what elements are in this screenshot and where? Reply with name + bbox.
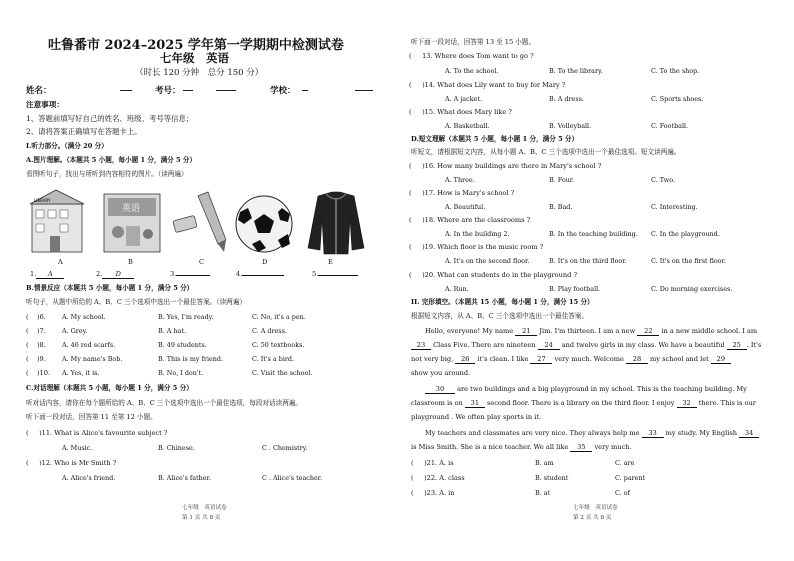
cloze-blank-27[interactable]: 27 (530, 355, 552, 364)
answer-blank-3[interactable]: 3. (170, 270, 210, 278)
q17-option-a[interactable]: A. Beautiful. (445, 203, 486, 211)
q11-option-a[interactable]: A. Music. (62, 444, 93, 452)
q8-option-b[interactable]: B. 49 students. (158, 341, 207, 349)
q17-option-c[interactable]: C. Interesting. (651, 203, 698, 211)
page-footer-number: 第 1 页 共 8 页 (182, 515, 221, 521)
school-blank-2[interactable] (355, 90, 373, 91)
cloze-question-22[interactable]: ( )22. A. class (411, 474, 465, 482)
cloze-line-3: not very big, 26 it's clean. I like 27 very much. Welcome 28 my school and let 29 (411, 355, 731, 364)
note-1: 1、答题前填写好自己的姓名、班级、考号等信息； (26, 114, 194, 123)
part2-title: II. 完形填空。（本题共 15 小题，每小题 1 分，满分 15 分） (411, 298, 594, 306)
q17-option-b[interactable]: B. Bad. (549, 203, 573, 211)
cloze-blank-33[interactable]: 33 (642, 429, 664, 438)
secC-instruction-1: 听对话内容，请你在每个题所给的 A、B、C 三个选项中选出一个最佳选项，每段对话读两遍。 (26, 399, 302, 407)
picture-letter-d: D (262, 258, 268, 266)
question-10[interactable]: ( )10. (26, 369, 51, 377)
q14-option-c[interactable]: C. Sports shoes. (651, 95, 704, 103)
question-14[interactable]: ( )14. What does Lily want to buy for Mary ? (409, 81, 566, 89)
q14-option-b[interactable]: B. A dress. (549, 95, 584, 103)
cloze-blank-35[interactable]: 35 (570, 443, 592, 452)
secD-instruction: 听短文，请根据短文内容，从每小题 A、B、C 三个选项中选出一个最佳选项。短文读两遍。 (411, 148, 681, 156)
cloze-blank-30[interactable]: 30 (425, 385, 455, 394)
q21-option-c[interactable]: C. are (615, 459, 635, 467)
name-blank[interactable] (120, 90, 132, 91)
answer-blank-1[interactable]: 1. A (30, 270, 64, 279)
svg-text:英语: 英语 (122, 204, 141, 214)
question-13[interactable]: ( 13. Where does Tom want to go ? (409, 52, 534, 60)
q9-option-c[interactable]: C. It's a bird. (252, 355, 295, 363)
q21-option-b[interactable]: B. am (535, 459, 554, 467)
cloze-line-6: classroom is on 31 second floor. There is a library on the third floor. I enjoy 32 there. This is our (411, 399, 756, 407)
secB-title: B.情景反应（本题共 5 小题，每小题 1 分，满分 5 分） (26, 284, 194, 292)
q14-option-a[interactable]: A. A jacket. (445, 95, 482, 103)
cloze-blank-25[interactable]: 25 (727, 341, 747, 350)
q7-option-a[interactable]: A. Grey. (62, 327, 88, 335)
q7-option-c[interactable]: C. A dress. (252, 327, 287, 335)
q11-option-c[interactable]: C . Chemistry. (262, 444, 308, 452)
q20-option-a[interactable]: A. Run. (445, 285, 469, 293)
grade-subject: 七年级 英语 (160, 51, 229, 65)
q9-option-a[interactable]: A. My name's Bob. (62, 355, 123, 363)
q18-option-a[interactable]: A. In the building 2. (445, 230, 510, 238)
cloze-blank-24[interactable]: 24 (538, 341, 560, 350)
q18-option-c[interactable]: C. In the playground. (651, 230, 720, 238)
question-20[interactable]: ( )20. What can students do in the playground ? (409, 271, 577, 279)
q16-option-a[interactable]: A. Three. (445, 176, 475, 184)
part2-instruction: 根据短文内容，从 A、B、C 三个选项中选出一个最佳答案。 (411, 312, 589, 320)
cloze-blank-23[interactable]: 23 (411, 341, 431, 350)
cloze-question-21[interactable]: ( )21. A. is (411, 459, 454, 467)
question-16[interactable]: ( )16. How many buildings are there in Mary's school ? (409, 162, 602, 170)
cloze-blank-29[interactable]: 29 (711, 355, 731, 364)
picture-letter-a: A (58, 258, 63, 266)
time-score: （时长 120 分钟 总分 150 分） (135, 68, 264, 78)
cloze-blank-26[interactable]: 26 (455, 355, 475, 364)
q16-option-c[interactable]: C. Two. (651, 176, 675, 184)
cloze-question-23[interactable]: ( )23. A. in (411, 489, 455, 497)
q23-option-c[interactable]: C. of (615, 489, 630, 497)
secA-instruction: 看图听句子，找出与所听到内容相符的图片。（读两遍） (26, 170, 188, 178)
q7-option-b[interactable]: B. A hat. (158, 327, 186, 335)
answer-blank-2[interactable]: 2. D (96, 270, 134, 279)
q20-option-c[interactable]: C. Do morning exercises. (651, 285, 733, 293)
q6-option-a[interactable]: A. My school. (62, 313, 106, 321)
note-2: 2、请将答案正确填写在答题卡上。 (26, 127, 142, 136)
cloze-blank-32[interactable]: 32 (677, 399, 697, 408)
q16-option-b[interactable]: B. Four. (549, 176, 575, 184)
page-footer-number-right: 第 2 页 共 8 页 (573, 515, 612, 521)
cloze-line-4: show you around. (411, 369, 471, 377)
answer-blank-4[interactable]: 4. (236, 270, 284, 278)
part1-title: I.听力部分。（满分 20 分） (26, 142, 108, 150)
picture-letter-e: E (328, 258, 333, 266)
q10-option-c[interactable]: C. Visit the school. (252, 369, 313, 377)
q12-option-a[interactable]: A. Alice's friend. (62, 474, 116, 482)
q13-option-a[interactable]: A. To the school. (445, 67, 499, 75)
secD-title: D.短文理解（本题共 5 小题，每小题 1 分，满分 5 分） (411, 135, 579, 143)
picture-letter-c: C (199, 258, 205, 266)
cloze-line-7: playground . We often play sports in it. (411, 413, 542, 421)
exam-no-blank-2[interactable] (216, 90, 236, 91)
q8-option-c[interactable]: C. 50 textbooks. (252, 341, 305, 349)
q12-option-c[interactable]: C . Alice's teacher. (262, 474, 323, 482)
cloze-blank-28[interactable]: 28 (626, 355, 648, 364)
question-11[interactable]: ( )11. What is Alice's favourite subject ? (26, 429, 168, 437)
question-8[interactable]: ( )8. (26, 341, 46, 349)
question-18[interactable]: ( )18. Where are the classrooms ? (409, 216, 531, 224)
q22-option-c[interactable]: C. parent (615, 474, 646, 482)
secC-title: C.对话理解（本题共 5 小题，每小题 1 分，满分 5 分） (26, 384, 193, 392)
q6-option-b[interactable]: B. Yes, I'm ready. (158, 313, 214, 321)
question-9[interactable]: ( )9. (26, 355, 46, 363)
question-6[interactable]: ( )6. (26, 313, 46, 321)
picture-letter-b: B (128, 258, 133, 266)
svg-text:LIBRARY: LIBRARY (34, 198, 51, 203)
question-12[interactable]: ( )12. Who is Mr Smith ? (26, 459, 117, 467)
q11-option-b[interactable]: B. Chinese. (158, 444, 195, 452)
q13-15-instruction: 听下面一段对话，回答第 13 至 15 小题。 (411, 38, 536, 46)
q10-option-a[interactable]: A. Yes, it is. (62, 369, 100, 377)
q23-option-b[interactable]: B. at (535, 489, 551, 497)
q18-option-b[interactable]: B. In the teaching building. (549, 230, 638, 238)
notes-title: 注意事项： (26, 100, 64, 109)
eraser-pencil-picture (173, 192, 226, 252)
page-footer-subject: 七年级 英语试卷 (182, 505, 227, 511)
question-7[interactable]: ( )7. (26, 327, 46, 335)
q20-option-b[interactable]: B. Play football. (549, 285, 601, 293)
school-blank[interactable] (302, 90, 308, 91)
exam-no-label: 考号： (155, 86, 181, 96)
q15-option-a[interactable]: A. Basketball. (445, 122, 490, 130)
q6-option-c[interactable]: C. No, it's a pen. (252, 313, 306, 321)
q19-option-b[interactable]: B. It's on the third floor. (549, 257, 627, 265)
name-label: 姓名： (26, 86, 52, 96)
secB-instruction: 听句子，从题中所给的 A、B、C 三个选项中选出一个最佳答案。（读两遍） (26, 298, 246, 306)
exam-no-blank[interactable] (183, 90, 193, 91)
cloze-line-2: 23 Class Five. There are nineteen 24 and twelve girls in my class. We have a beautiful 25 . It's (411, 341, 761, 350)
cloze-line-5: 30 are two buildings and a big playground in my school. This is the teaching building. My (425, 385, 747, 394)
cloze-line-8: My teachers and classmates are very nice. They always help me 33 my study. My English 34 (425, 429, 759, 438)
question-19[interactable]: ( )19. Which floor is the music room ? (409, 243, 544, 251)
cloze-blank-31[interactable]: 31 (465, 399, 485, 408)
library-building-picture (30, 190, 84, 252)
question-17[interactable]: ( )17. How is Mary's school ? (409, 189, 515, 197)
question-15[interactable]: ( )15. What does Mary like ? (409, 108, 512, 116)
picture-row (26, 188, 366, 260)
q12-option-b[interactable]: B. Alice's father. (158, 474, 211, 482)
cloze-line-1: Hello, everyone! My name 21 Jim. I'm thirteen. I am a new 22 in a new middle school. I am (425, 327, 758, 335)
cloze-blank-21[interactable]: 21 (515, 327, 537, 336)
jacket-picture (308, 192, 364, 254)
english-textbook-picture (104, 194, 160, 252)
secC-instruction-2: 听下面一段对话，回答第 11 至第 12 小题。 (26, 413, 157, 421)
school-label: 学校： (270, 86, 296, 96)
answer-blank-5[interactable]: 5. (312, 270, 358, 278)
q13-option-c[interactable]: C. To the shop. (651, 67, 700, 75)
secA-title: A.图片理解。（本题共 5 小题，每小题 1 分，满分 5 分） (26, 156, 197, 164)
q15-option-c[interactable]: C. Football. (651, 122, 689, 130)
page-footer-subject-right: 七年级 英语试卷 (573, 505, 618, 511)
q13-option-b[interactable]: B. To the library. (549, 67, 603, 75)
q9-option-b[interactable]: B. This is my friend. (158, 355, 224, 363)
exam-title: 吐鲁番市 2024–2025 学年第一学期期中检测试卷 (48, 38, 344, 53)
q10-option-b[interactable]: B. No, I don't. (158, 369, 204, 377)
q19-option-a[interactable]: A. It's on the second floor. (445, 257, 530, 265)
cloze-line-9: is Miss Smith. She is a nice teacher. We all like 35 very much. (411, 443, 632, 451)
exam-page-right (397, 0, 794, 561)
q19-option-c[interactable]: C. It's on the first floor. (651, 257, 726, 265)
cloze-blank-22[interactable]: 22 (637, 327, 659, 336)
cloze-blank-34[interactable]: 34 (739, 429, 759, 438)
q22-option-b[interactable]: B. student (535, 474, 569, 482)
q15-option-b[interactable]: B. Volleyball. (549, 122, 592, 130)
football-picture (236, 196, 292, 252)
q8-option-a[interactable]: A. 46 red scarfs. (62, 341, 116, 349)
